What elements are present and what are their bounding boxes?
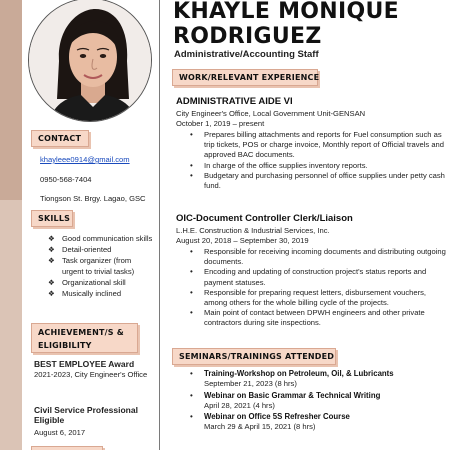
skill-text: Good communication skills <box>62 234 153 243</box>
seminars-list <box>190 369 445 434</box>
seminar-date: April 28, 2021 (4 hrs) <box>204 400 275 410</box>
achievements-heading-line2: ELIGIBILITY <box>38 341 92 350</box>
duty-item: • Responsible for receiving incoming documents and distributing outgoing documents. <box>190 247 446 267</box>
duty-item: • Prepares billing attachments and reports for Fuel consumption such as trip tickets, POS or charge invoice, Monthly report of Official travels and approved BAC documents. <box>190 130 446 161</box>
job-entry <box>176 96 446 191</box>
skill-item <box>48 256 153 277</box>
eligibility-date: August 6, 2017 <box>34 428 86 437</box>
job-dates: August 20, 2018 – September 30, 2019 <box>176 236 309 245</box>
seminar-title: • Webinar on Office 5S Refresher Course <box>204 412 350 421</box>
seminar-item <box>190 412 445 432</box>
skill-item <box>48 278 153 289</box>
skill-text: Task organizer (from urgent to trivial tasks) <box>62 256 135 276</box>
diamond-bullet-icon: ❖ <box>48 288 55 298</box>
job-organization: L.H.E. Construction & Industrial Services, Inc. <box>176 226 330 235</box>
eligibility-title: Civil Service Professional Eligible <box>34 405 138 425</box>
duty-item: • Main point of contact between DPWH engineers and other private contractors during site inspections. <box>190 308 446 328</box>
achievements-heading-line1: ACHIEVEMENT/S & <box>38 328 124 337</box>
achievement-title: BEST EMPLOYEE Award <box>34 359 135 369</box>
skill-item <box>48 234 153 245</box>
work-heading <box>172 69 318 86</box>
email-link[interactable]: khayleee0914@gmail.com <box>40 155 130 164</box>
seminar-date: September 21, 2023 (8 hrs) <box>204 379 297 388</box>
job-duties <box>190 247 446 329</box>
address: Tiongson St. Brgy. Lagao, GSC <box>40 194 146 203</box>
left-accent-band-upper <box>0 0 22 200</box>
skills-heading <box>31 210 73 227</box>
seminar-date: March 29 & April 15, 2021 (8 hrs) <box>204 422 316 431</box>
contact-heading-label: CONTACT <box>38 134 82 143</box>
seminars-heading-label: SEMINARS/TRAININGS ATTENDED <box>179 352 335 361</box>
skill-item <box>48 245 153 256</box>
profile-photo <box>28 0 152 122</box>
job-dates: October 1, 2019 – present <box>176 119 265 128</box>
diamond-bullet-icon: ❖ <box>48 256 55 265</box>
skills-heading-label: SKILLS <box>38 214 71 223</box>
duty-item: • Budgetary and purchasing personnel of office supplies under petty cash fund. <box>190 171 446 191</box>
seminar-item <box>190 391 445 411</box>
diamond-bullet-icon: ❖ <box>48 277 55 287</box>
duty-item: • Encoding and updating of construction project's status reports and payment statuses. <box>190 267 446 287</box>
skill-text: Musically inclined <box>62 288 122 298</box>
seminar-item <box>190 369 445 389</box>
job-position: ADMINISTRATIVE AIDE VI <box>176 96 293 107</box>
seminar-title: • Webinar on Basic Grammar & Technical Writing <box>204 390 381 400</box>
skills-list <box>48 234 153 300</box>
phone-number: 0950-568-7404 <box>40 175 92 184</box>
seminars-heading <box>172 348 336 365</box>
name-line-1: KHAYLE MONIQUE <box>173 0 400 24</box>
job-title: Administrative/Accounting Staff <box>174 49 319 60</box>
portrait-image <box>29 0 152 122</box>
candidate-name <box>173 0 399 50</box>
skill-item <box>48 289 153 300</box>
diamond-bullet-icon: ❖ <box>48 234 55 243</box>
job-duties <box>190 130 446 191</box>
job-organization: City Engineer's Office, Local Government Unit-GENSAN <box>176 109 366 118</box>
achievements-heading <box>31 323 138 353</box>
contact-heading <box>31 130 89 147</box>
column-divider <box>159 0 160 450</box>
job-entry <box>176 213 446 329</box>
work-heading-label: WORK/RELEVANT EXPERIENCE <box>179 73 320 82</box>
achievement-detail: 2021-2023, City Engineer's Office <box>34 370 148 379</box>
duty-item: • Responsible for preparing request letters, disbursement vouchers, among others for the whole billing cycle of the projects. <box>190 288 446 308</box>
diamond-bullet-icon: ❖ <box>48 245 55 254</box>
seminar-title: • Training-Workshop on Petroleum, Oil, & Lubricants <box>204 369 394 378</box>
duty-item: • In charge of the office supplies inventory reports. <box>190 161 446 171</box>
skill-text: Organizational skill <box>62 277 126 287</box>
name-line-2: RODRIGUEZ <box>173 24 322 49</box>
job-position: OIC-Document Controller Clerk/Liaison <box>176 213 353 224</box>
next-section-heading <box>31 446 103 450</box>
skill-text: Detail-oriented <box>62 245 112 254</box>
